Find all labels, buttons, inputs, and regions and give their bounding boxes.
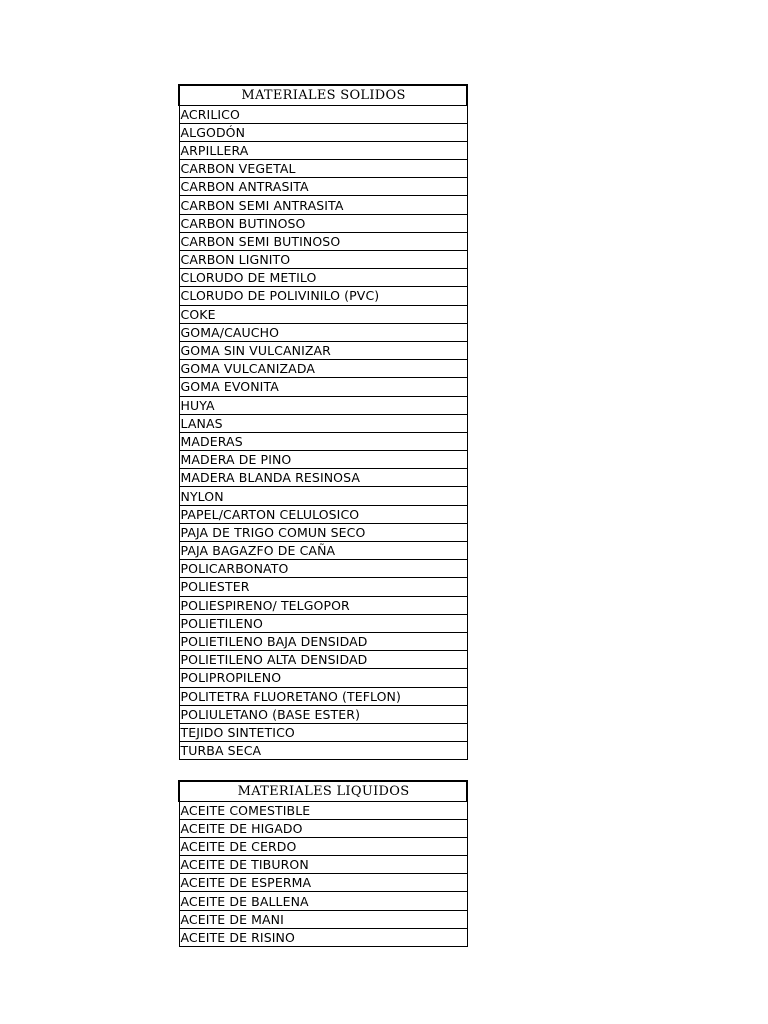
material-cell: MADERA DE PINO xyxy=(179,451,467,469)
table-row xyxy=(179,705,467,723)
solid-materials-header: MATERIALES SOLIDOS xyxy=(179,85,467,105)
material-cell: GOMA EVONITA xyxy=(179,378,467,396)
table-row xyxy=(179,232,467,250)
material-cell: CARBON SEMI ANTRASITA xyxy=(179,196,467,214)
table-row xyxy=(179,123,467,141)
material-cell: LANAS xyxy=(179,414,467,432)
material-cell: CLORUDO DE POLIVINILO (PVC) xyxy=(179,287,467,305)
table-row xyxy=(179,287,467,305)
material-cell: ACRILICO xyxy=(179,105,467,123)
material-cell: TURBA SECA xyxy=(179,742,467,760)
table-row xyxy=(179,414,467,432)
material-cell: ACEITE DE CERDO xyxy=(179,837,467,855)
material-cell: ACEITE DE ESPERMA xyxy=(179,874,467,892)
solid-materials-body xyxy=(179,105,467,760)
table-row xyxy=(179,432,467,450)
table-row xyxy=(179,323,467,341)
table-row xyxy=(179,801,467,819)
material-cell: ACEITE DE BALLENA xyxy=(179,892,467,910)
liquid-materials-body xyxy=(179,801,467,947)
table-row xyxy=(179,542,467,560)
material-cell: TEJIDO SINTETICO xyxy=(179,723,467,741)
table-row xyxy=(179,578,467,596)
table-row xyxy=(179,105,467,123)
table-row xyxy=(179,856,467,874)
table-row xyxy=(179,451,467,469)
material-cell: MADERA BLANDA RESINOSA xyxy=(179,469,467,487)
material-cell: CARBON ANTRASITA xyxy=(179,178,467,196)
table-header-row xyxy=(179,781,467,801)
material-cell: COKE xyxy=(179,305,467,323)
material-cell: POLITETRA FLUORETANO (TEFLON) xyxy=(179,687,467,705)
material-cell: GOMA SIN VULCANIZAR xyxy=(179,341,467,359)
table-row xyxy=(179,305,467,323)
table-row xyxy=(179,928,467,946)
table-row xyxy=(179,892,467,910)
table-row xyxy=(179,214,467,232)
table-row xyxy=(179,837,467,855)
table-row xyxy=(179,360,467,378)
table-row xyxy=(179,910,467,928)
material-cell: ACEITE DE RISINO xyxy=(179,928,467,946)
material-cell: POLIULETANO (BASE ESTER) xyxy=(179,705,467,723)
table-row xyxy=(179,160,467,178)
material-cell: CARBON BUTINOSO xyxy=(179,214,467,232)
material-cell: POLIETILENO ALTA DENSIDAD xyxy=(179,651,467,669)
material-cell: PAPEL/CARTON CELULOSICO xyxy=(179,505,467,523)
table-row xyxy=(179,469,467,487)
table-header-row xyxy=(179,85,467,105)
table-row xyxy=(179,874,467,892)
material-cell: GOMA VULCANIZADA xyxy=(179,360,467,378)
table-row xyxy=(179,742,467,760)
material-cell: MADERAS xyxy=(179,432,467,450)
material-cell: PAJA DE TRIGO COMUN SECO xyxy=(179,523,467,541)
material-cell: POLIESPIRENO/ TELGOPOR xyxy=(179,596,467,614)
material-cell: ACEITE COMESTIBLE xyxy=(179,801,467,819)
material-cell: CARBON SEMI BUTINOSO xyxy=(179,232,467,250)
material-cell: ARPILLERA xyxy=(179,141,467,159)
material-cell: POLICARBONATO xyxy=(179,560,467,578)
solid-materials-table xyxy=(178,84,468,760)
material-cell: HUYA xyxy=(179,396,467,414)
material-cell: CLORUDO DE METILO xyxy=(179,269,467,287)
table-row xyxy=(179,651,467,669)
material-cell: ALGODÓN xyxy=(179,123,467,141)
material-cell: CARBON VEGETAL xyxy=(179,160,467,178)
material-cell: NYLON xyxy=(179,487,467,505)
table-row xyxy=(179,560,467,578)
material-cell: ACEITE DE MANI xyxy=(179,910,467,928)
table-row xyxy=(179,596,467,614)
table-row xyxy=(179,723,467,741)
material-cell: ACEITE DE HIGADO xyxy=(179,819,467,837)
table-row xyxy=(179,378,467,396)
liquid-materials-table xyxy=(178,780,468,947)
material-cell: PAJA BAGAZFO DE CAÑA xyxy=(179,542,467,560)
table-row xyxy=(179,505,467,523)
material-cell: POLIETILENO xyxy=(179,614,467,632)
material-cell: POLIPROPILENO xyxy=(179,669,467,687)
table-row xyxy=(179,269,467,287)
material-cell: POLIESTER xyxy=(179,578,467,596)
material-cell: ACEITE DE TIBURON xyxy=(179,856,467,874)
table-row xyxy=(179,396,467,414)
table-row xyxy=(179,687,467,705)
table-row xyxy=(179,141,467,159)
material-cell: GOMA/CAUCHO xyxy=(179,323,467,341)
table-row xyxy=(179,341,467,359)
table-row xyxy=(179,251,467,269)
table-row xyxy=(179,614,467,632)
table-row xyxy=(179,819,467,837)
table-row xyxy=(179,178,467,196)
material-cell: CARBON LIGNITO xyxy=(179,251,467,269)
liquid-materials-header: MATERIALES LIQUIDOS xyxy=(179,781,467,801)
material-cell: POLIETILENO BAJA DENSIDAD xyxy=(179,632,467,650)
table-row xyxy=(179,487,467,505)
table-row xyxy=(179,523,467,541)
table-row xyxy=(179,196,467,214)
table-row xyxy=(179,632,467,650)
table-row xyxy=(179,669,467,687)
